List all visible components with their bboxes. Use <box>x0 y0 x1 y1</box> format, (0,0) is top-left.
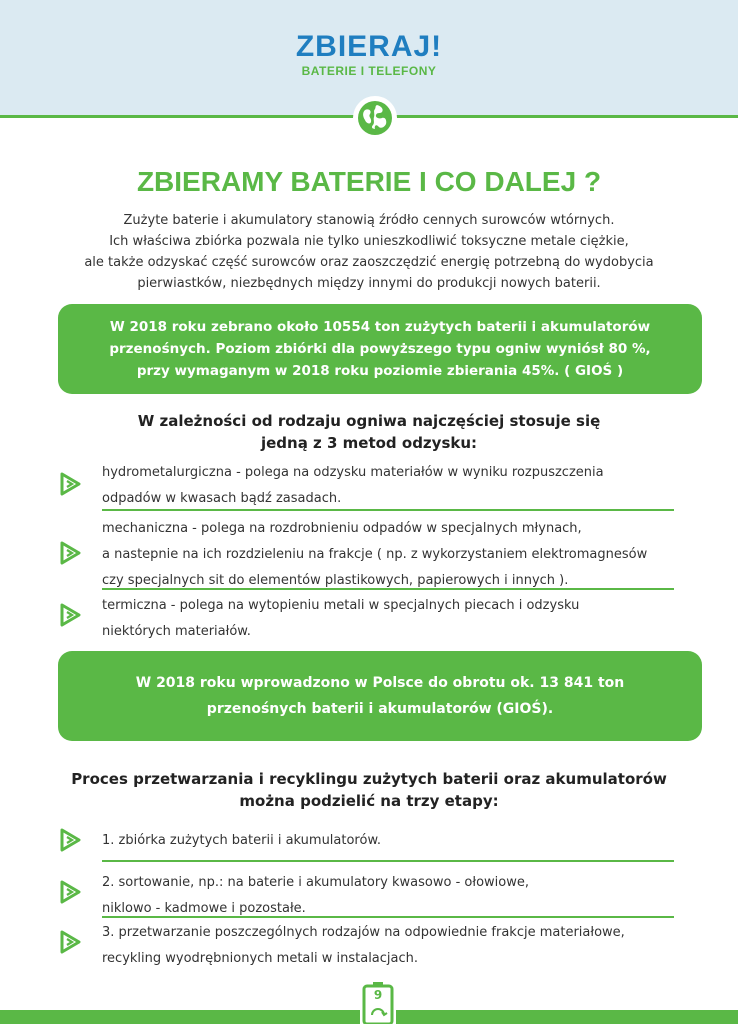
stats-line: W 2018 roku zebrano około 10554 ton zużytych baterii i akumulatorów <box>109 319 651 335</box>
intro-line: Ich właściwa zbiórka pozwala nie tylko unieszkodliwić toksyczne metale ciężkie, <box>109 234 629 249</box>
intro-line: ale także odzyskać część surowców oraz zaoszczędzić energię potrzebną do wydobycia <box>84 255 654 270</box>
process-stages-heading <box>60 768 678 812</box>
item-line: 2. sortowanie, np.: na baterie i akumulatory kwasowo - ołowiowe, <box>102 875 529 890</box>
item-line: niklowo - kadmowe i pozostałe. <box>102 901 306 916</box>
stats-line: przy wymaganym w 2018 roku poziomie zbierania 45%. ( GIOŚ ) <box>136 363 624 379</box>
intro-line: Zużyte baterie i akumulatory stanowią źródło cennych surowców wtórnych. <box>123 213 615 228</box>
recycle-arrow-icon <box>58 930 82 954</box>
page-number: 9 <box>373 988 383 1002</box>
item-line: czy specjalnych sit do elementów plastikowych, papierowych i innych ). <box>102 573 569 588</box>
stats-line: przenośnych. Poziom zbiórki dla powyższego typu ogniw wyniósł 80 %, <box>109 341 651 357</box>
intro-line: pierwiastków, niezbędnych między innymi do produkcji nowych baterii. <box>137 276 601 291</box>
recycle-arrow-icon <box>58 472 82 496</box>
stats-line: W 2018 roku wprowadzono w Polsce do obrotu ok. 13 841 ton <box>135 675 625 691</box>
heading-line: można podzielić na trzy etapy: <box>239 792 499 810</box>
market-stats-box <box>58 651 702 741</box>
item-line: termiczna - polega na wytopieniu metali w specjalnych piecach i odzysku <box>102 598 580 613</box>
item-line: niektórych materiałów. <box>102 624 251 639</box>
recycle-arrow-icon <box>58 541 82 565</box>
item-divider <box>102 588 674 590</box>
page-title: ZBIERAMY BATERIE I CO DALEJ ? <box>136 166 602 197</box>
intro-paragraph <box>60 210 678 294</box>
recycle-arrow-icon <box>58 603 82 627</box>
logo-title: ZBIERAJ! <box>295 30 443 63</box>
item-line: a nastepnie na ich rozdzieleniu na frakcje ( np. z wykorzystaniem elektromagnesów <box>102 547 648 562</box>
item-line: hydrometalurgiczna - polega na odzysku materiałów w wyniku rozpuszczenia <box>102 465 604 480</box>
item-line: mechaniczna - polega na rozdrobnieniu odpadów w specjalnych młynach, <box>102 521 582 536</box>
recovery-methods-heading <box>60 410 678 454</box>
heading-line: W zależności od rodzaju ogniwa najczęściej stosuje się <box>137 412 601 430</box>
globe-icon <box>353 96 397 140</box>
recycle-arrow-icon <box>58 880 82 904</box>
battery-recycle-icon <box>360 982 396 1024</box>
item-divider <box>102 860 674 862</box>
item-line: odpadów w kwasach bądź zasadach. <box>102 491 342 506</box>
item-line: recykling wyodrębnionych metali w instalacjach. <box>102 951 419 966</box>
stats-line: przenośnych baterii i akumulatorów (GIOŚ). <box>206 701 554 717</box>
item-line: 1. zbiórka zużytych baterii i akumulatorów. <box>102 833 382 848</box>
item-line: 3. przetwarzanie poszczególnych rodzajów na odpowiednie frakcje materiałowe, <box>102 925 625 940</box>
logo-subtitle: BATERIE I TELEFONY <box>301 64 437 78</box>
item-divider <box>102 509 674 511</box>
item-divider <box>102 916 674 918</box>
recycle-arrow-icon <box>58 828 82 852</box>
collection-stats-box <box>58 304 702 394</box>
heading-line: jedną z 3 metod odzysku: <box>260 434 478 452</box>
heading-line: Proces przetwarzania i recyklingu zużytych baterii oraz akumulatorów <box>71 770 667 788</box>
